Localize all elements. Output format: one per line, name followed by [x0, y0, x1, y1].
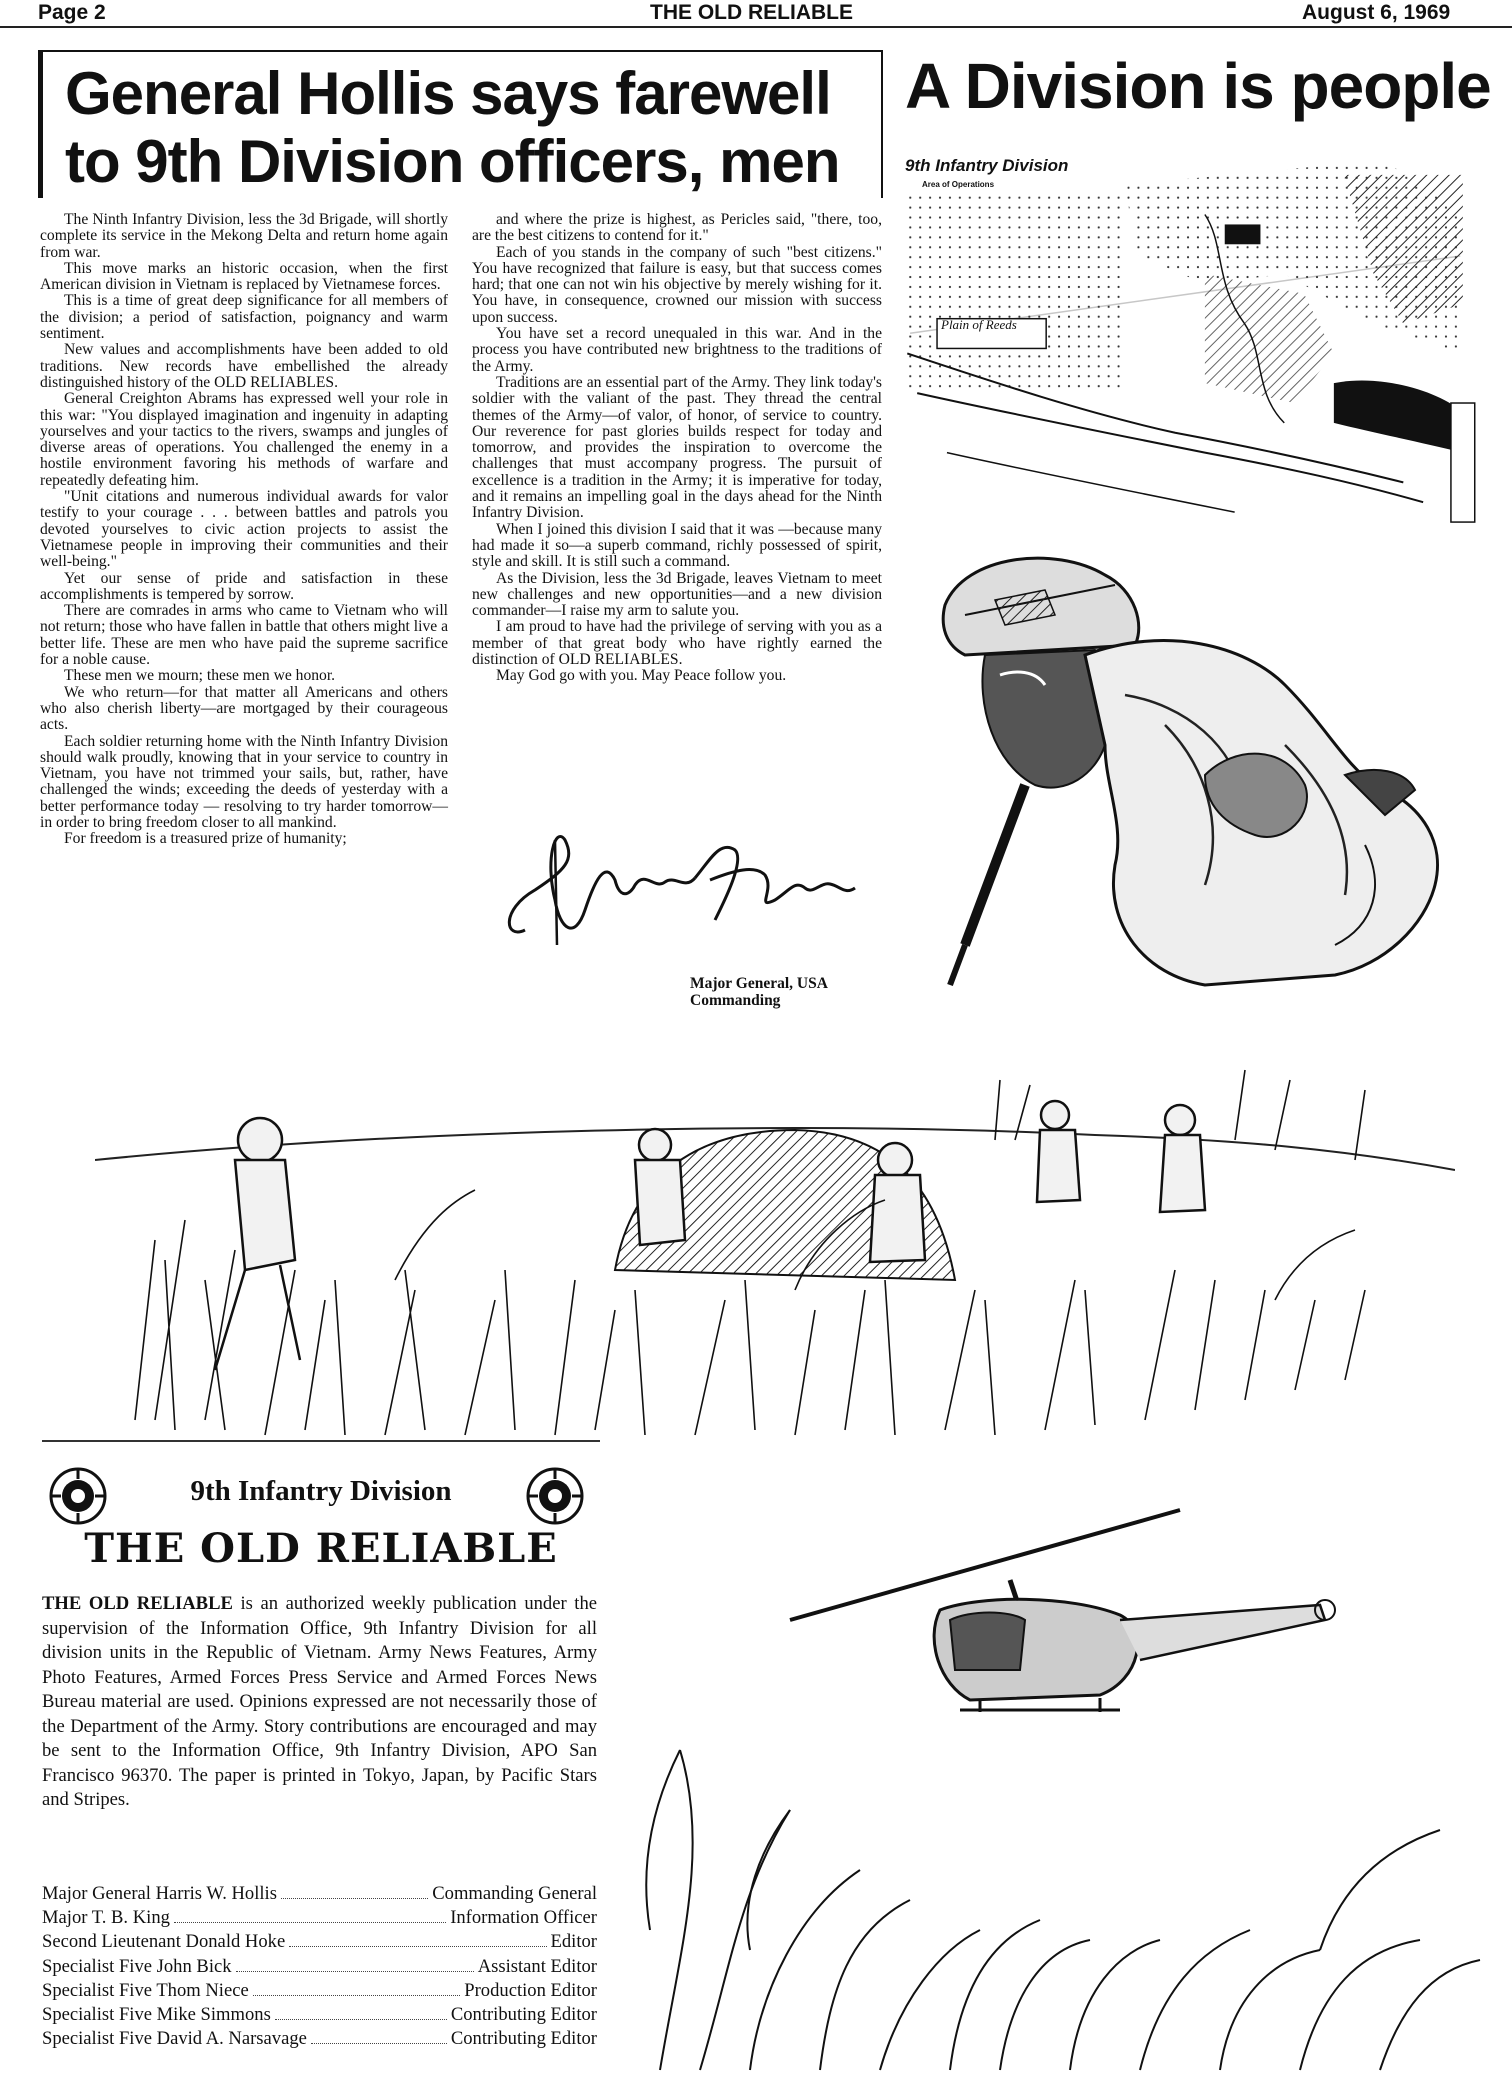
article-column-1 [40, 212, 448, 848]
staff-name: Major General Harris W. Hollis [42, 1883, 277, 1904]
article-paragraph: New values and accomplishments have been added to old traditions. New records have embellished the already distinguished history of the OLD RELIABLES. [40, 341, 448, 391]
article-paragraph: Each of you stands in the company of such "best citizens." You have recognized that failure is easy, but that success comes hard; that one can not win his objective by merely wishing for it. You have, in consequence, crowned our mission with success upon success. [472, 243, 882, 326]
issue-date: August 6, 1969 [1302, 1, 1451, 24]
article-paragraph: Yet our sense of pride and satisfaction in these accomplishments is tempered by sorrow. [40, 569, 448, 603]
staff-name: Major T. B. King [42, 1907, 170, 1929]
article-paragraph: May God go with you. May Peace follow you. [496, 667, 787, 685]
article-paragraph: We who return—for that matter all Americans and others who also cherish liberty—are mortgaged by their courageous acts. [40, 683, 448, 734]
headline-line-2: to 9th Division officers, men [65, 128, 840, 195]
article-paragraph: Each soldier returning home with the Ninth Infantry Division should walk proudly, knowing that in your service to country in Vietnam, you have not trimmed your sails, but, rather, have challenged the winds; exceeding the deeds of yesterday with a better performance today — resolving to try harder tomorrow—in order to bring freedom closer to all mankind. [40, 732, 448, 831]
article-paragraph: "Unit citations and numerous individual awards for valor testify to your courage . . . between battles and patrols you devoted yourselves to civic action projects to assist the Vietnamese people in improving their communities and their well-being." [40, 488, 448, 571]
signature-image [495, 820, 895, 960]
signature-title [690, 975, 828, 1009]
staff-role: Production Editor [464, 1979, 597, 2001]
staff-role: Contributing Editor [450, 2028, 597, 2050]
article-paragraph: and where the prize is highest, as Pericles said, "there, too, are the best citizens to contend for it." [472, 211, 882, 245]
staff-row [42, 1906, 597, 1930]
staff-role: Information Officer [450, 1907, 597, 1929]
staff-list [42, 1882, 597, 2051]
masthead-statement-lead: THE OLD RELIABLE [42, 1593, 233, 1614]
article-column-2 [472, 212, 882, 685]
masthead-title: THE OLD RELIABLE [84, 1525, 558, 1572]
staff-row [42, 1930, 597, 1954]
article-paragraph: These men we mourn; these men we honor. [64, 667, 336, 685]
article-paragraph: Traditions are an essential part of the Army. They link today's soldier with the valiant of the past. They thread the central themes of the Army—of valor, of honor, of service to country. Our reverence for past glories builds respect for today and tomorrow, and provides the inspiration to overcome the challenges that must accompany progress. The pursuit of excellence is a tradition in the Army; it is imperative for today, and it remains an impelling goal in the days ahead for the Ninth Infantry Division. [472, 373, 882, 522]
staff-row [42, 1955, 597, 1979]
map-legend-label: Plain of Reeds [941, 317, 1017, 332]
staff-name: Specialist Five David A. Narsavage [42, 2028, 307, 2050]
staff-leader-dots [174, 1922, 446, 1923]
staff-row [42, 2027, 597, 2051]
staff-leader-dots [281, 1898, 428, 1899]
article-headline [43, 52, 881, 196]
article-paragraph: When I joined this division I said that it was —because many had made it so—a superb command, richly possessed of spirit, style and skill. It is still such a command. [472, 520, 882, 571]
staff-row [42, 2003, 597, 2027]
area-of-operations-map [905, 155, 1479, 530]
staff-name: Specialist Five Mike Simmons [42, 2004, 271, 2026]
masthead-statement [42, 1592, 597, 1813]
paper-title: THE OLD RELIABLE [650, 1, 853, 24]
headline-box [38, 50, 883, 198]
article-paragraph: As the Division, less the 3d Brigade, leaves Vietnam to meet new challenges and new opportunities—and a new division commander—I raise my arm to salute you. [472, 569, 882, 620]
aside-headline: A Division is people [905, 50, 1491, 122]
staff-row [42, 1882, 597, 1906]
article-paragraph: I am proud to have had the privilege of serving with you as a member of that great body who have rightly earned the distinction of OLD RELIABLES. [472, 618, 882, 669]
staff-name: Specialist Five John Bick [42, 1955, 232, 1977]
masthead-rule [42, 1440, 600, 1442]
patrol-illustration [95, 1040, 1455, 1460]
staff-name: Specialist Five Thom Niece [42, 1979, 249, 2001]
signature-rank: Major General, USA [690, 975, 828, 992]
staff-role: Commanding General [432, 1883, 597, 1904]
running-header [0, 0, 1512, 28]
helicopter-illustration [620, 1470, 1490, 2080]
article-paragraph: For freedom is a treasured prize of humanity; [64, 830, 347, 848]
staff-role: Assistant Editor [477, 1955, 597, 1977]
article-paragraph: General Creighton Abrams has expressed well your role in this war: "You displayed imagination and ingenuity in adapting yourselves and your tactics to the rivers, swamps and jungles of diverse areas of operations. You challenged the enemy in a hostile environment favoring his methods of warfare and repeatedly defeating him. [40, 390, 448, 489]
staff-leader-dots [311, 2043, 447, 2044]
article-paragraph: There are comrades in arms who came to Vietnam who will not return; those who have fallen in battle that others might live a better life. These are men who have paid the supreme sacrifice for a noble cause. [40, 602, 448, 669]
page-number: Page 2 [38, 1, 106, 24]
map-title: 9th Infantry Division [905, 156, 1069, 175]
masthead-statement-text: is an authorized weekly publication under the supervision of the Information Office, 9th Infantry Division for all division units in the Republic of Vietnam. Army News Features, Army Photo Features, Armed Forces Press Service and Armed Forces News Bureau material are used. Opinions expressed are not necessarily those of the Department of the Army. Story contributions are encouraged and may be sent to the Information Office, 9th Infantry Division, APO San Francisco 96370. The paper is printed in Tokyo, Japan, by Pacific Stars and Stripes. [42, 1593, 597, 1810]
article-paragraph: This move marks an historic occasion, when the first American division in Vietnam is replaced by Vietnamese forces. [40, 259, 448, 294]
article-paragraph: This is a time of great deep significance for all members of the division; a period of satisfaction, poignancy and warm sentiment. [40, 292, 448, 343]
staff-leader-dots [289, 1946, 546, 1947]
staff-role: Contributing Editor [450, 2004, 597, 2026]
masthead-division: 9th Infantry Division [190, 1475, 452, 1507]
soldier-illustration [905, 545, 1475, 1015]
staff-role: Editor [550, 1931, 597, 1953]
staff-row [42, 1979, 597, 2003]
headline-line-1: General Hollis says farewell [65, 60, 831, 127]
staff-name: Second Lieutenant Donald Hoke [42, 1931, 286, 1953]
signature-position: Commanding [690, 992, 781, 1009]
staff-leader-dots [236, 1971, 474, 1972]
article-paragraph: You have set a record unequaled in this war. And in the process you have contributed new brightness to the traditions of the Army. [472, 325, 882, 375]
map-subtitle: Area of Operations [922, 180, 995, 189]
staff-leader-dots [253, 1995, 461, 1996]
article-paragraph: The Ninth Infantry Division, less the 3d Brigade, will shortly complete its service in the Mekong Delta and return home again from war. [40, 211, 448, 261]
staff-leader-dots [275, 2019, 447, 2020]
